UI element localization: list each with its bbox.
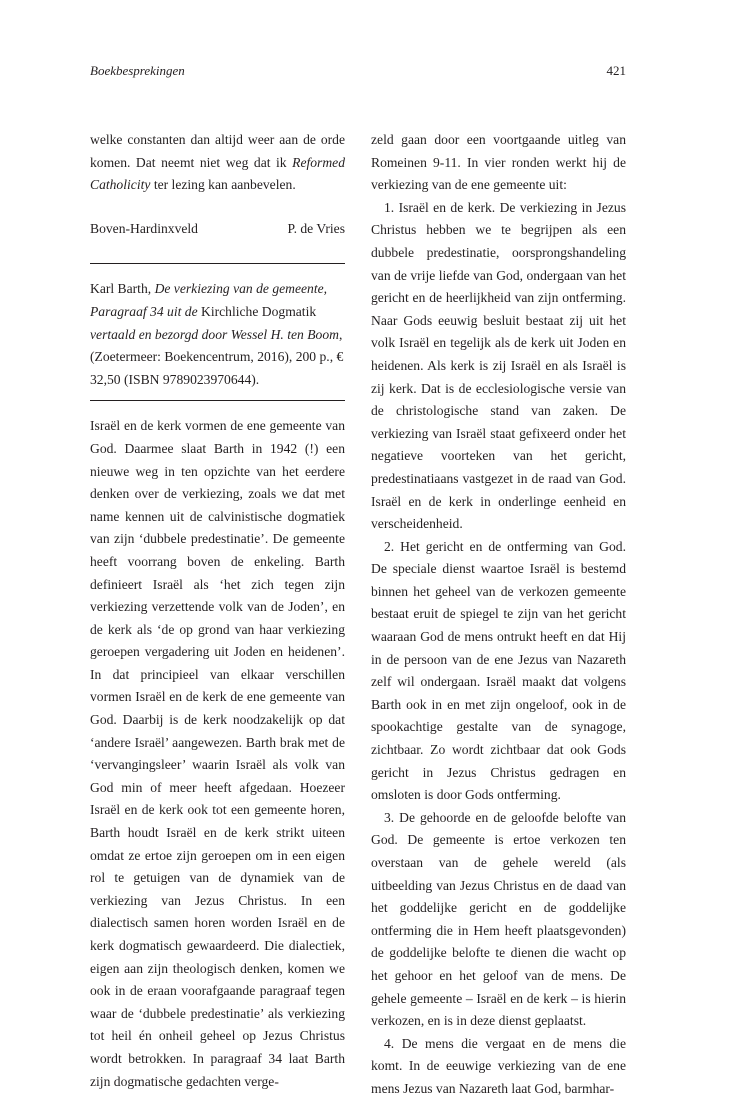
paragraph-point-2: 2. Het gericht en de ontferming van God. De speciale dienst waartoe Israël is bestemd binnen het geheel van de verkozen gemeente bestaat eruit de spiegel te zijn van het gericht waaraan God de mens ontrukt heeft en dat Hij in de persoon van de ene Jezus van Nazareth zelf wil ondergaan. Israël maakt dat volgens Barth ook in en met zijn ongeloof, ook in de spookachtige gestalte van de synagoge, zichtbaar. Zo wordt zichtbaar dat ook Gods gericht in Jezus Christus gedragen en omsloten is door Gods ontferming.: [371, 538, 626, 803]
paragraph-point-1: 1. Israël en de kerk. De verkiezing in Jezus Christus hebben we te begrijpen als een dubbele predestinatie, oorsprongshandeling van de vrije liefde van God, ondergaan van het gericht en de heerlijkheid van zijn ontferming. Naar Gods eeuwig besluit bestaat zij uit het volk Israël en tegelijk als de kerk uit Joden en heidenen. Als kerk is zij Israël en als Israël is zij kerk. Dat is de ecclesiologische versie van de christologische stand van zaken. De verkiezing van Israël staat gefixeerd onder het negatieve voorteken van het gericht, predestinatiaans vastgezet in de raad van God. Israël en de kerk in onderlinge eenheid en verscheidenheid.: [371, 199, 626, 532]
bibliography-title: De verkiezing van de gemeente, Paragraaf 34 uit de: [90, 281, 328, 319]
right-column: [371, 129, 626, 1101]
paragraph-point-4: 4. De mens die vergaat en de mens die komt. In de eeuwige verkiezing van de ene mens Jezus van Nazareth laat God, barmhar-: [371, 1035, 626, 1096]
bibliography-translation: vertaald en bezorgd door Wessel H. ten Boom: [90, 326, 339, 342]
left-column: [90, 129, 345, 1093]
running-title: Boekbesprekingen: [90, 63, 185, 78]
book-title: Reformed Catholicity: [90, 154, 345, 193]
bibliography-top-rule: [90, 263, 345, 264]
paragraph-continuation: zeld gaan door een voortgaande uitleg van Romeinen 9-11. In vier ronden werkt hij de verkiezing van de ene gemeente uit:: [371, 132, 626, 193]
bibliography-bottom-rule: [90, 400, 345, 401]
bibliography-block: [90, 278, 345, 391]
bibliography-entry: Karl Barth, De verkiezing van de gemeente, Paragraaf 34 uit de Kirchliche Dogmatik vertaald en bezorgd door Wessel H. ten Boom, (Zoetermeer: Boekencentrum, 2016), 200 p., € 32,50 (ISBN 9789023970644).: [90, 281, 344, 387]
paragraph-point-3: 3. De gehoorde en de geloofde belofte van God. De gemeente is ertoe verkozen ten overstaan van de gehele wereld (als uitbeelding van Jezus Christus en de daad van het goddelijke gericht en de goddelijke ontferming die in Hem heeft plaatsgevonden) de goddelijke belofte te dienen die wacht op het gehoor en het geloof van de mens. De gehele gemeente – Israël en de kerk – is hierin verkozen, en is in deze dienst geplaatst.: [371, 809, 626, 1029]
review-signature: [90, 218, 345, 241]
page-number: 421: [606, 63, 626, 78]
review-paragraph: Israël en de kerk vormen de ene gemeente van God. Daarmee slaat Barth in 1942 (!) een nieuwe weg in ten opzichte van het eerdere denken over de verkiezing, zoals we dat met name kennen uit de calvinistische dogmatiek van zijn ‘dubbele predestinatie’. De gemeente heeft voorrang boven de enkeling. Barth definieert Israël als ‘het zich tegen zijn verkiezing verzettende volk van de Joden’, en de kerk als ‘de op grond van haar verkiezing geroepen vergadering uit Joden en heidenen’. In dat principieel van elkaar verschillen vormen Israël en de kerk de ene gemeente van God. Daarbij is de kerk noodzakelijk op dat ‘andere Israël’ aangewezen. Barth brak met de ‘vervangingsleer’ waarin Israël als volk van God min of meer heeft afgedaan. Hoezeer Israël en de kerk ook tot een gemeente horen, Barth houdt Israël en de kerk strikt uiteen omdat ze ertoe zijn geroepen om in een eigen rol te getuigen van de dynamiek van de verkiezing van Jezus Christus. In een dialectisch samen horen worden Israël en de kerk dogmatisch gewaardeerd. Die dialectiek, eigen aan zijn theologisch denken, komen we ook in de eraan voorafgaande paragraaf tegen waar de ‘dubbele predestinatie’ als verkiezing tot heil én onheil geheel op Jezus Christus wordt betrokken. In paragraaf 34 laat Barth zijn dogmatische gedachten verge-: [90, 418, 345, 1089]
signature-place: Boven-Hardinxveld: [90, 220, 198, 236]
bibliography-series: Kirchliche Dogmatik: [197, 303, 317, 319]
previous-review-ending: welke constanten dan altijd weer aan de orde komen. Dat neemt niet weg dat ik Reformed Catholicity ter lezing kan aanbevelen.: [90, 132, 345, 193]
signature-author: P. de Vries: [287, 220, 345, 236]
bibliography-publication: , (Zoetermeer: Boekencentrum, 2016), 200 p., € 32,50 (ISBN 9789023970644).: [90, 326, 344, 387]
